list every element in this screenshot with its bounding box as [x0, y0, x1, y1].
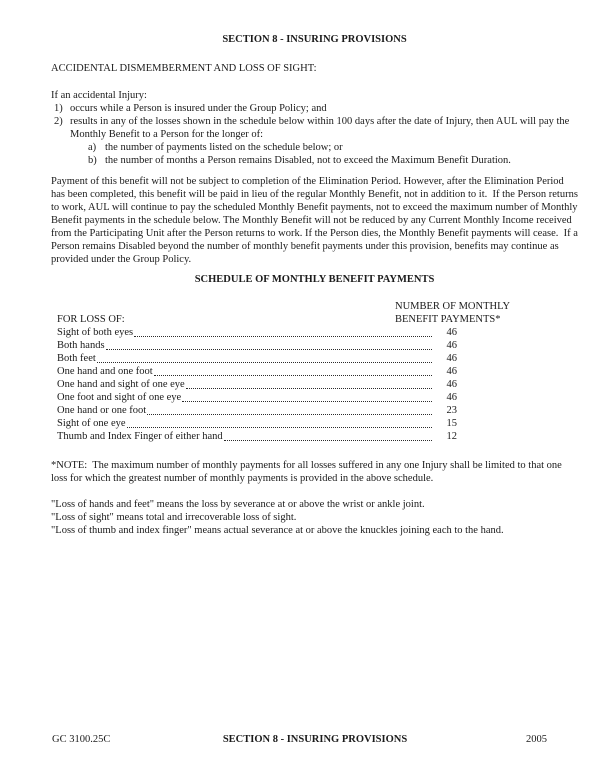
payment-paragraph: Payment of this benefit will not be subject to completion of the Elimination Period. However, after the Elimination Period has been completed, this benefit will be paid in lieu of the regular Monthly Benefit, not in addition to it. If the Person returns to work, AUL will continue to pay the scheduled Monthly Benefit payments, not to exceed the maximum number of Monthly Benefit payments in the schedule below. The Monthly Benefit will not be reduced by any Current Monthly Income received from the Participating Unit after the Person returns to work. If the Person dies, the Monthly Benefit payments will cease. If a Person remains Disabled beyond the number of monthly benefit payments under this provision, benefits may continue as provided under the Group Policy.: [51, 176, 581, 265]
table-row: [57, 404, 457, 417]
loss-label: One hand and sight of one eye: [57, 379, 185, 390]
dot-leader: [97, 352, 432, 363]
sublist-item-text: the number of payments listed on the schedule below; or: [105, 142, 343, 153]
sublist-item-marker: b): [88, 155, 97, 166]
list-item: [54, 115, 578, 141]
sublist-item: [88, 154, 578, 167]
loss-label: Thumb and Index Finger of either hand: [57, 431, 223, 442]
table-row: [57, 378, 457, 391]
payments-value: 23: [446, 405, 457, 416]
conditions-list: [54, 102, 578, 167]
dot-leader: [127, 417, 432, 428]
dot-leader: [106, 339, 432, 350]
dot-leader: [182, 391, 432, 402]
intro-line: If an accidental Injury:: [51, 90, 147, 101]
table-row: [57, 326, 457, 339]
definition-line: "Loss of thumb and index finger" means actual severance at or above the knuckles joining each to the hand.: [51, 525, 504, 536]
payments-value: 12: [446, 431, 457, 442]
loss-label: Both hands: [57, 340, 105, 351]
footer-year: 2005: [526, 734, 547, 745]
table-row: [57, 339, 457, 352]
table-header-row-1: [57, 300, 511, 313]
page-title: SECTION 8 - INSURING PROVISIONS: [222, 34, 407, 45]
dot-leader: [224, 430, 432, 441]
table-row: [57, 417, 457, 430]
page-footer: [0, 733, 600, 746]
list-item-text: occurs while a Person is insured under the Group Policy; and: [70, 103, 327, 114]
table-row: [57, 365, 457, 378]
footer-section-title: SECTION 8 - INSURING PROVISIONS: [222, 734, 408, 745]
table-row: [57, 430, 457, 443]
payments-value: 46: [446, 327, 457, 338]
loss-label: One hand and one foot: [57, 366, 153, 377]
list-item-text: results in any of the losses shown in the schedule below within 100 days after the date of Injury, then AUL will pay the Monthly Benefit to a Person for the longer of:: [70, 116, 572, 140]
definition-line: "Loss of hands and feet" means the loss by severance at or above the wrist or ankle joint.: [51, 499, 425, 510]
payments-value: 15: [446, 418, 457, 429]
dot-leader: [147, 404, 432, 415]
list-item: [54, 102, 578, 115]
list-item-marker: 2): [54, 116, 63, 127]
section-heading: ACCIDENTAL DISMEMBERMENT AND LOSS OF SIGHT:: [51, 63, 317, 74]
loss-label: Sight of one eye: [57, 418, 126, 429]
sublist-item: [88, 141, 578, 154]
benefit-schedule-table: [57, 300, 511, 443]
list-item-marker: 1): [54, 103, 63, 114]
loss-label: One foot and sight of one eye: [57, 392, 182, 403]
loss-label: Sight of both eyes: [57, 327, 134, 338]
payments-value: 46: [446, 340, 457, 351]
note-paragraph: *NOTE: The maximum number of monthly payments for all losses suffered in any one Injury shall be limited to that one loss for which the greatest number of monthly payments is provided in the above schedule.: [51, 460, 565, 484]
schedule-title: SCHEDULE OF MONTHLY BENEFIT PAYMENTS: [194, 274, 435, 285]
sublist-item-marker: a): [88, 142, 97, 153]
payments-value: 46: [446, 353, 457, 364]
footer-form-number: GC 3100.25C: [52, 734, 111, 745]
table-header-row-2: [57, 313, 501, 326]
column-header-right-line2: BENEFIT PAYMENTS*: [395, 314, 501, 325]
column-header-left: FOR LOSS OF:: [57, 314, 125, 325]
payments-value: 46: [446, 366, 457, 377]
definitions-block: [51, 498, 578, 537]
dot-leader: [154, 365, 432, 376]
column-header-right-line1: NUMBER OF MONTHLY: [395, 301, 511, 312]
definition-line: "Loss of sight" means total and irrecoverable loss of sight.: [51, 512, 297, 523]
dot-leader: [186, 378, 432, 389]
payments-value: 46: [446, 392, 457, 403]
sublist-item-text: the number of months a Person remains Disabled, not to exceed the Maximum Benefit Duration.: [105, 155, 511, 166]
loss-label: Both feet: [57, 353, 96, 364]
loss-label: One hand or one foot: [57, 405, 147, 416]
table-row: [57, 352, 457, 365]
table-row: [57, 391, 457, 404]
payments-value: 46: [446, 379, 457, 390]
dot-leader: [134, 326, 432, 337]
